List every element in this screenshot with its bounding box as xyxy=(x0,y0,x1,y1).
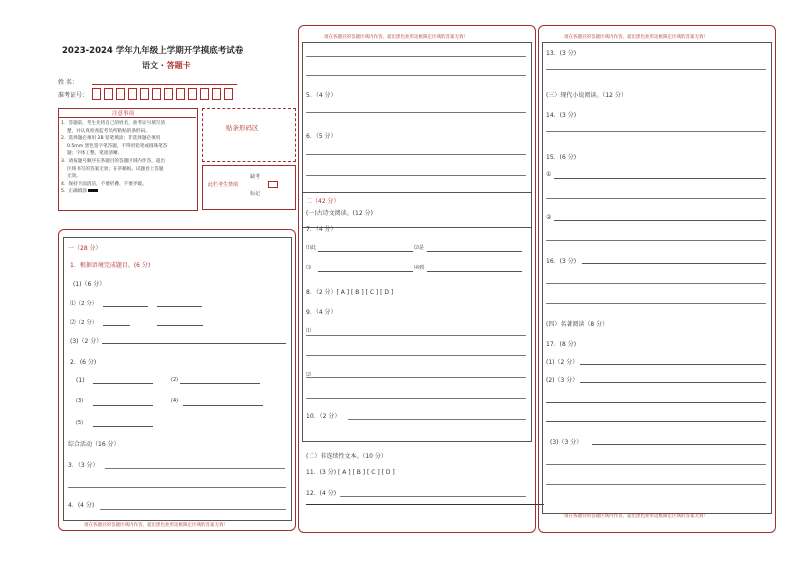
answer-line[interactable] xyxy=(306,75,526,76)
answer-line[interactable] xyxy=(592,444,766,445)
answer-line[interactable] xyxy=(306,112,526,113)
q2-e: (5) xyxy=(76,420,84,426)
answer-line[interactable] xyxy=(306,398,526,399)
notice-list xyxy=(61,120,195,196)
id-cell[interactable] xyxy=(116,88,125,100)
answer-line[interactable] xyxy=(100,509,286,510)
q9-heading: 9．（4 分） xyxy=(306,309,337,316)
answer-line[interactable] xyxy=(546,484,766,485)
q2-b: (2) xyxy=(171,377,179,383)
id-cell[interactable] xyxy=(152,88,161,100)
answer-line[interactable] xyxy=(554,178,766,179)
answer-line[interactable] xyxy=(306,56,526,57)
q5-heading: 5．（4 分） xyxy=(306,92,337,99)
q1-1b: ⑵（2 分） xyxy=(70,320,98,326)
q4-heading: 4．(4 分) xyxy=(68,502,95,509)
part3-heading: (三）现代小说阅读。（12 分） xyxy=(546,92,627,99)
barcode-area xyxy=(202,108,296,162)
absent-label: 此栏考生禁填 xyxy=(208,182,239,188)
q17-heading: 17．(8 分) xyxy=(546,341,577,348)
notice-item: 楚，并认真检查监考员所粘贴的条形码。 xyxy=(67,128,150,134)
q16-heading: 16．(3 分) xyxy=(546,258,577,265)
activity-heading: 综合活动（16 分） xyxy=(68,441,120,448)
part4-heading: (四）名著阅读（8 分） xyxy=(546,321,609,328)
answer-line[interactable] xyxy=(546,69,766,70)
q15-heading: 15．(6 分) xyxy=(546,154,577,161)
answer-line[interactable] xyxy=(546,464,766,465)
answer-line[interactable] xyxy=(180,383,260,384)
q1-heading: 1．根据语境完成题目。(6 分) xyxy=(70,262,151,269)
q7-a1: ⑴此 xyxy=(306,245,317,251)
notice-item-label: 5．正确填涂 xyxy=(61,189,87,195)
q12-heading: 12．(4 分) xyxy=(306,490,337,497)
warning-footer-col1: 请在各题目的答题区域内作答，超出黑色矩形边框限定区域的答案无效！ xyxy=(84,523,228,528)
answer-line[interactable] xyxy=(546,402,766,403)
q11-choices[interactable]: 11．(3 分) [ A ] [ B ] [ C ] [ D ] xyxy=(306,469,395,476)
id-cell[interactable] xyxy=(212,88,221,100)
section-one-heading: 一（28 分） xyxy=(68,245,102,252)
answer-line[interactable] xyxy=(157,325,203,326)
notice-item: 4．保持卡面清洁，不要折叠、不要弄破。 xyxy=(61,181,147,187)
answer-line[interactable] xyxy=(306,175,526,176)
notice-item: 2．选择题必须用 2B 铅笔填涂；非选择题必须用 xyxy=(61,136,161,142)
name-label: 姓 名： xyxy=(58,79,78,86)
answer-line[interactable] xyxy=(546,240,766,241)
answer-line[interactable] xyxy=(68,487,286,488)
notice-item: 3．请按题号顺序在各题目的答题区域内作答，超出 xyxy=(61,158,165,164)
answer-line[interactable] xyxy=(580,364,766,365)
notice-item: 1．答题前，考生先将自己的姓名，准考证号填写清 xyxy=(61,121,165,126)
answer-line[interactable] xyxy=(103,306,148,307)
q15-b: ② xyxy=(546,214,552,221)
answer-line[interactable] xyxy=(103,325,130,326)
subject-name: 语文 · xyxy=(142,61,167,70)
q2-d: (4) xyxy=(171,398,179,404)
answer-line[interactable] xyxy=(102,343,286,344)
absent-checkbox[interactable] xyxy=(268,181,278,188)
answer-line[interactable] xyxy=(93,426,153,427)
q7-b1: ⑶ xyxy=(306,265,312,271)
answer-line[interactable] xyxy=(306,154,526,155)
answer-line[interactable] xyxy=(157,306,202,307)
q7-b2: ⑷到 xyxy=(414,265,425,271)
answer-line[interactable] xyxy=(306,504,544,505)
notice-item: 题；字体工整、笔迹清晰。 xyxy=(67,151,123,157)
q1-1a: ⑴（2 分） xyxy=(70,301,98,307)
answer-line[interactable] xyxy=(427,271,522,272)
barcode-label: 贴条形码区 xyxy=(226,124,259,132)
q13-heading: 13．(3 分) xyxy=(546,50,577,57)
q17-b: (2)（3 分） xyxy=(546,377,579,384)
section-two-heading: 二（42 分） xyxy=(306,198,340,205)
answer-line[interactable] xyxy=(546,303,766,304)
answer-line[interactable] xyxy=(582,263,766,264)
id-cell[interactable] xyxy=(224,88,233,100)
q7-heading: 7．（4 分） xyxy=(306,226,337,233)
part1-heading: (一)古诗文阅读。(12 分) xyxy=(306,210,373,217)
notice-item: 无效。 xyxy=(67,174,81,180)
q2-c: (3) xyxy=(76,398,84,404)
q10-heading: 10．（2 分） xyxy=(306,413,341,420)
exam-id-label: 准考证号： xyxy=(58,92,89,99)
absent-mark-bottom: 标记 xyxy=(250,191,261,197)
id-cell[interactable] xyxy=(104,88,113,100)
warning-footer-col3: 请在各题目的答题区域内作答，超出黑色矩形边框限定区域的答案无效！ xyxy=(564,514,708,519)
q2-heading: 2．(6 分) xyxy=(70,359,97,366)
exam-title: 2023-2024 学年九年级上学期开学摸底考试卷 xyxy=(62,46,244,56)
q7-a2: ⑵是 xyxy=(414,245,425,251)
answer-line[interactable] xyxy=(306,355,526,356)
notice-item xyxy=(61,188,195,196)
q6-heading: 6．（5 分） xyxy=(306,133,337,140)
q9-b: ⑵ xyxy=(306,372,312,378)
q17-a: (1)（2 分） xyxy=(546,359,579,366)
q9-a: ⑴ xyxy=(306,328,312,334)
q1-1: (1)（6 分） xyxy=(73,281,106,288)
filled-mark-sample xyxy=(88,189,98,192)
answer-line[interactable] xyxy=(306,377,526,378)
answer-line[interactable] xyxy=(318,271,413,272)
q2-a: (1) xyxy=(76,377,85,384)
answer-line[interactable] xyxy=(554,220,766,221)
answer-line[interactable] xyxy=(183,405,263,406)
q3-heading: 3．（3 分） xyxy=(68,462,99,469)
answer-line[interactable] xyxy=(427,251,522,252)
q14-heading: 14．(3 分) xyxy=(546,112,577,119)
id-cell[interactable] xyxy=(200,88,209,100)
part2-heading: (二）非连续性文本。（10 分） xyxy=(306,453,387,460)
id-cell[interactable] xyxy=(188,88,197,100)
id-cell[interactable] xyxy=(164,88,173,100)
subject-subtitle xyxy=(142,60,191,71)
notice-item: 0.5mm 黑色签字笔答题，不得用铅笔或圆珠笔答 xyxy=(67,143,168,149)
q17-c: (3)（3 分） xyxy=(550,439,583,446)
answer-line[interactable] xyxy=(93,383,153,384)
warning-header-col3: 请在各题目的答题区域内作答，超出黑色矩形边框限定区域的答案无效！ xyxy=(564,35,708,40)
id-cell[interactable] xyxy=(92,88,101,100)
name-field[interactable] xyxy=(92,84,237,85)
answer-line[interactable] xyxy=(318,251,413,252)
absent-mark-top: 缺考 xyxy=(250,174,261,180)
answer-line[interactable] xyxy=(580,382,766,383)
id-cell[interactable] xyxy=(140,88,149,100)
id-cell[interactable] xyxy=(128,88,137,100)
notice-title: 注意事项 xyxy=(112,111,135,117)
notice-item: 区域书写的答案无效；在草稿纸、试题卷上答题 xyxy=(67,166,164,172)
q1-1c: (3)（2 分） xyxy=(70,338,103,345)
q15-a: ① xyxy=(546,171,552,178)
q8-choices[interactable]: 8．（2 分）[ A ] [ B ] [ C ] [ D ] xyxy=(306,289,394,296)
warning-header-col2: 请在各题目的答题区域内作答，超出黑色矩形边框限定区域的答案无效！ xyxy=(324,35,468,40)
answer-card-label: 答题卡 xyxy=(166,61,191,70)
answer-line[interactable] xyxy=(546,421,766,422)
answer-line[interactable] xyxy=(546,198,766,199)
answer-line[interactable] xyxy=(546,131,766,132)
answer-line[interactable] xyxy=(340,496,526,497)
answer-line[interactable] xyxy=(306,335,526,336)
answer-line[interactable] xyxy=(105,468,285,469)
answer-line[interactable] xyxy=(348,419,526,420)
answer-line[interactable] xyxy=(546,283,766,284)
answer-line[interactable] xyxy=(93,405,153,406)
id-cell[interactable] xyxy=(176,88,185,100)
